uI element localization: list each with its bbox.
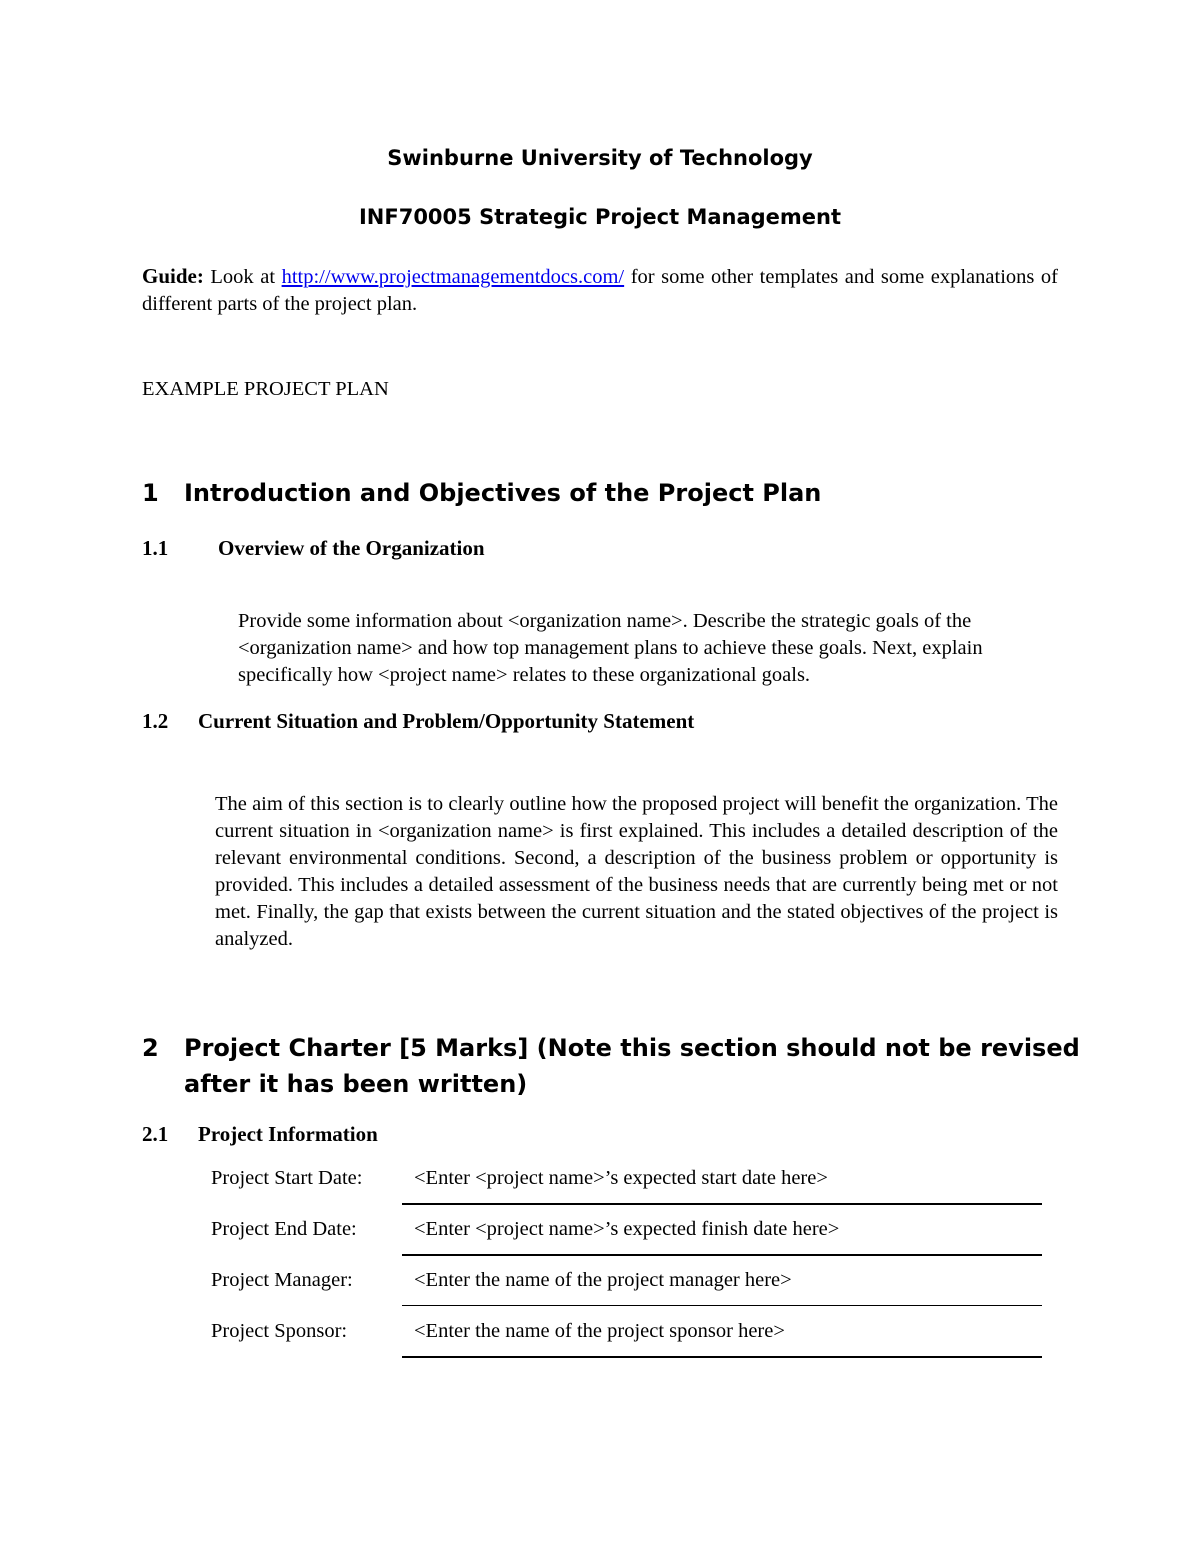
project-manager-field[interactable]: <Enter the name of the project manager here> xyxy=(414,1269,792,1291)
university-title: Swinburne University of Technology xyxy=(387,146,813,170)
section-2-heading xyxy=(142,1030,1080,1100)
project-manager-label: Project Manager: xyxy=(211,1269,353,1291)
section-2-1-heading xyxy=(142,1122,1042,1150)
section-1-heading xyxy=(142,479,1042,511)
section-2-title-line2: after it has been written) xyxy=(184,1070,528,1098)
project-manager-rule xyxy=(402,1305,1042,1306)
doc-title: EXAMPLE PROJECT PLAN xyxy=(142,378,389,400)
start-date-rule xyxy=(402,1203,1042,1205)
guide-label: Guide: xyxy=(142,264,204,288)
end-date-label: Project End Date: xyxy=(211,1218,357,1240)
section-1-1-title: Overview of the Organization xyxy=(218,536,485,560)
section-2-number: 2 xyxy=(142,1034,159,1062)
project-sponsor-field[interactable]: <Enter the name of the project sponsor here> xyxy=(414,1320,785,1342)
section-2-1-title: Project Information xyxy=(198,1122,378,1146)
start-date-label: Project Start Date: xyxy=(211,1167,363,1189)
project-sponsor-label: Project Sponsor: xyxy=(211,1320,348,1342)
section-1-2-body: The aim of this section is to clearly outline how the proposed project will benefit the organization. The current situation in <organization name> is first explained. This includes a detailed description of the relevant environmental conditions. Second, a description of the business problem or opportunity is provided. This includes a detailed assessment of the business needs that are currently being met or not met. Finally, the gap that exists between the current situation and the stated objectives of the project is analyzed. xyxy=(215,793,1058,950)
guide-paragraph xyxy=(142,263,1058,318)
unit-title: INF70005 Strategic Project Management xyxy=(358,205,842,229)
guide-text-before: Look at xyxy=(210,266,276,288)
section-1-2-title: Current Situation and Problem/Opportunity Statement xyxy=(198,709,695,733)
end-date-rule xyxy=(402,1254,1042,1256)
section-2-title-line1: Project Charter [5 Marks] (Note this section should not be revised xyxy=(184,1034,1080,1062)
start-date-field[interactable]: <Enter <project name>’s expected start date here> xyxy=(414,1167,828,1189)
end-date-field[interactable]: <Enter <project name>’s expected finish date here> xyxy=(414,1218,840,1240)
section-1-1-number: 1.1 xyxy=(142,536,169,560)
section-1-title: Introduction and Objectives of the Project Plan xyxy=(184,479,822,507)
section-1-2-number: 1.2 xyxy=(142,709,169,733)
section-1-1-body: Provide some information about <organization name>. Describe the strategic goals of the <organization name> and how top management plans to achieve these goals. Next, explain specifically how <project name> relates to these organizational goals. xyxy=(238,610,983,686)
project-sponsor-rule xyxy=(402,1356,1042,1358)
section-2-1-number: 2.1 xyxy=(142,1122,169,1146)
section-1-1-heading xyxy=(142,536,1042,564)
section-1-number: 1 xyxy=(142,479,159,507)
guide-text-after: for some other templates and some explanations of different parts of the project plan. xyxy=(142,266,1058,315)
section-1-2-heading xyxy=(142,709,1042,737)
guide-link[interactable]: http://www.projectmanagementdocs.com/ xyxy=(281,266,625,288)
